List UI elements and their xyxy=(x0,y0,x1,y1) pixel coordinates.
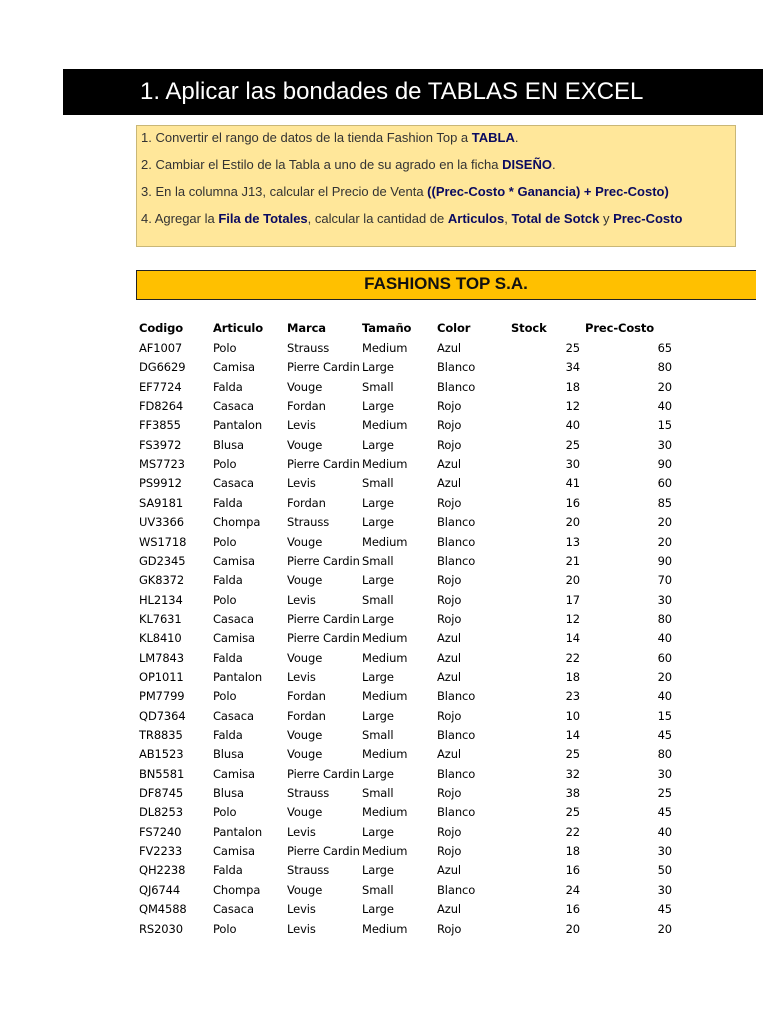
cell-stock: 32 xyxy=(565,766,580,781)
cell-stock: 18 xyxy=(565,669,580,684)
page-title: 1. Aplicar las bondades de TABLAS EN EXCEL xyxy=(140,78,644,105)
instruction-keyword: TABLA xyxy=(471,130,515,145)
cell-codigo: FF3855 xyxy=(139,418,181,433)
cell-tamano: Large xyxy=(362,360,394,375)
cell-color: Rojo xyxy=(437,399,462,414)
cell-codigo: AF1007 xyxy=(139,341,183,355)
cell-marca: Strauss xyxy=(287,341,330,355)
cell-tamano: Large xyxy=(362,495,394,510)
cell-codigo: TR8835 xyxy=(139,728,183,742)
cell-tamano: Medium xyxy=(362,418,408,433)
cell-articulo: Camisa xyxy=(213,766,255,781)
cell-stock: 20 xyxy=(565,515,580,530)
cell-marca: Strauss xyxy=(287,863,330,878)
cell-articulo: Casaca xyxy=(213,611,254,626)
cell-codigo: EF7724 xyxy=(139,379,182,394)
cell-stock: 10 xyxy=(565,708,580,723)
cell-articulo: Polo xyxy=(213,534,237,549)
cell-marca: Levis xyxy=(287,824,316,839)
cell-articulo: Falda xyxy=(213,650,243,665)
cell-color: Rojo xyxy=(437,495,462,510)
cell-codigo: PS9912 xyxy=(139,476,182,491)
instruction-keyword: Fila de Totales xyxy=(218,211,308,226)
cell-articulo: Blusa xyxy=(213,437,244,452)
cell-stock: 25 xyxy=(565,341,580,355)
cell-stock: 14 xyxy=(565,728,580,742)
cell-articulo: Casaca xyxy=(213,399,254,414)
cell-prec-costo: 15 xyxy=(657,418,672,433)
cell-prec-costo: 80 xyxy=(657,747,672,762)
cell-color: Blanco xyxy=(437,882,476,897)
cell-codigo: QJ6744 xyxy=(139,882,181,897)
cell-articulo: Polo xyxy=(213,341,237,355)
cell-prec-costo: 25 xyxy=(657,786,672,801)
cell-stock: 23 xyxy=(565,689,580,704)
cell-prec-costo: 60 xyxy=(657,476,672,491)
cell-prec-costo: 45 xyxy=(657,728,672,742)
cell-codigo: WS1718 xyxy=(139,534,187,549)
cell-prec-costo: 90 xyxy=(657,553,672,568)
cell-codigo: SA9181 xyxy=(139,495,184,510)
cell-codigo: QD7364 xyxy=(139,708,186,723)
cell-articulo: Pantalon xyxy=(213,824,263,839)
cell-articulo: Chompa xyxy=(213,882,261,897)
cell-stock: 16 xyxy=(565,863,580,878)
cell-tamano: Large xyxy=(362,437,394,452)
cell-tamano: Large xyxy=(362,515,394,530)
cell-tamano: Small xyxy=(362,786,394,801)
cell-stock: 20 xyxy=(565,921,580,936)
cell-prec-costo: 50 xyxy=(657,863,672,878)
cell-articulo: Pantalon xyxy=(213,669,263,684)
cell-tamano: Large xyxy=(362,399,394,414)
cell-prec-costo: 40 xyxy=(657,399,672,414)
cell-color: Blanco xyxy=(437,379,476,394)
cell-tamano: Large xyxy=(362,863,394,878)
instruction-line xyxy=(141,130,518,145)
cell-marca: Vouge xyxy=(287,728,323,742)
cell-color: Blanco xyxy=(437,553,476,568)
cell-codigo: FD8264 xyxy=(139,399,184,414)
cell-stock: 18 xyxy=(565,379,580,394)
cell-marca: Pierre Cardin xyxy=(287,631,360,646)
cell-prec-costo: 45 xyxy=(657,805,672,820)
cell-tamano: Small xyxy=(362,728,394,742)
cell-tamano: Medium xyxy=(362,805,408,820)
cell-color: Azul xyxy=(437,669,461,684)
cell-tamano: Large xyxy=(362,669,394,684)
cell-stock: 18 xyxy=(565,844,580,859)
cell-articulo: Camisa xyxy=(213,844,255,859)
instruction-keyword: Prec-Costo xyxy=(613,211,683,226)
cell-stock: 13 xyxy=(565,534,580,549)
cell-color: Blanco xyxy=(437,689,476,704)
cell-marca: Pierre Cardin xyxy=(287,844,360,859)
cell-articulo: Blusa xyxy=(213,786,244,801)
cell-marca: Vouge xyxy=(287,650,323,665)
cell-prec-costo: 20 xyxy=(657,515,672,530)
cell-tamano: Medium xyxy=(362,689,408,704)
cell-tamano: Small xyxy=(362,476,394,491)
cell-tamano: Large xyxy=(362,611,394,626)
header-prec-costo: Prec-Costo xyxy=(585,321,655,335)
cell-color: Rojo xyxy=(437,418,462,433)
cell-marca: Levis xyxy=(287,921,316,936)
cell-marca: Levis xyxy=(287,902,316,917)
cell-marca: Fordan xyxy=(287,399,326,414)
cell-tamano: Small xyxy=(362,553,394,568)
instruction-keyword: Total de Sotck xyxy=(511,211,600,226)
cell-color: Blanco xyxy=(437,766,476,781)
cell-color: Rojo xyxy=(437,573,462,588)
cell-color: Rojo xyxy=(437,611,462,626)
cell-prec-costo: 30 xyxy=(657,844,672,859)
cell-stock: 40 xyxy=(565,418,580,433)
cell-marca: Vouge xyxy=(287,534,323,549)
cell-tamano: Small xyxy=(362,882,394,897)
cell-marca: Pierre Cardin xyxy=(287,611,360,626)
cell-stock: 34 xyxy=(565,360,580,375)
cell-codigo: HL2134 xyxy=(139,592,183,607)
cell-color: Rojo xyxy=(437,437,462,452)
cell-articulo: Polo xyxy=(213,805,237,820)
cell-color: Rojo xyxy=(437,592,462,607)
cell-articulo: Falda xyxy=(213,495,243,510)
cell-marca: Vouge xyxy=(287,747,323,762)
cell-color: Rojo xyxy=(437,824,462,839)
cell-marca: Vouge xyxy=(287,437,323,452)
cell-stock: 25 xyxy=(565,437,580,452)
instruction-keyword: DISEÑO xyxy=(502,157,552,172)
cell-stock: 25 xyxy=(565,805,580,820)
cell-color: Azul xyxy=(437,863,461,878)
cell-color: Rojo xyxy=(437,921,462,936)
cell-codigo: QM4588 xyxy=(139,902,187,917)
cell-marca: Levis xyxy=(287,669,316,684)
cell-marca: Vouge xyxy=(287,573,323,588)
header-marca: Marca xyxy=(287,321,326,335)
cell-articulo: Casaca xyxy=(213,708,254,723)
cell-marca: Fordan xyxy=(287,495,326,510)
cell-tamano: Medium xyxy=(362,631,408,646)
cell-color: Azul xyxy=(437,747,461,762)
cell-codigo: PM7799 xyxy=(139,689,185,704)
cell-stock: 24 xyxy=(565,882,580,897)
cell-prec-costo: 20 xyxy=(657,669,672,684)
cell-marca: Vouge xyxy=(287,805,323,820)
cell-stock: 17 xyxy=(565,592,580,607)
cell-stock: 22 xyxy=(565,650,580,665)
cell-codigo: BN5581 xyxy=(139,766,185,781)
cell-codigo: AB1523 xyxy=(139,747,184,762)
cell-prec-costo: 70 xyxy=(657,573,672,588)
cell-articulo: Polo xyxy=(213,689,237,704)
cell-prec-costo: 85 xyxy=(657,495,672,510)
cell-stock: 21 xyxy=(565,553,580,568)
cell-marca: Fordan xyxy=(287,708,326,723)
cell-tamano: Medium xyxy=(362,844,408,859)
cell-marca: Fordan xyxy=(287,689,326,704)
cell-articulo: Falda xyxy=(213,573,243,588)
header-color: Color xyxy=(437,321,471,335)
instruction-line xyxy=(141,211,682,226)
cell-articulo: Polo xyxy=(213,457,237,472)
cell-tamano: Medium xyxy=(362,341,408,355)
instruction-text: 3. En la columna J13, calcular el Precio de Venta xyxy=(141,184,428,199)
instruction-text: . xyxy=(551,157,556,172)
cell-articulo: Casaca xyxy=(213,902,254,917)
cell-stock: 20 xyxy=(565,573,580,588)
header-tamano: Tamaño xyxy=(362,321,412,335)
cell-prec-costo: 15 xyxy=(657,708,672,723)
cell-color: Blanco xyxy=(437,360,476,375)
instruction-line xyxy=(141,184,669,199)
cell-stock: 30 xyxy=(565,457,580,472)
cell-color: Azul xyxy=(437,631,461,646)
instruction-keyword: Articulos xyxy=(447,211,505,226)
cell-codigo: DG6629 xyxy=(139,360,186,375)
header-codigo: Codigo xyxy=(139,321,184,335)
cell-marca: Pierre Cardin xyxy=(287,553,360,568)
cell-articulo: Falda xyxy=(213,379,243,394)
cell-codigo: GD2345 xyxy=(139,553,186,568)
cell-color: Blanco xyxy=(437,515,476,530)
instruction-text: y xyxy=(599,211,614,226)
cell-marca: Levis xyxy=(287,592,316,607)
instruction-text: 1. Convertir el rango de datos de la tienda Fashion Top a xyxy=(141,130,472,145)
cell-marca: Vouge xyxy=(287,882,323,897)
cell-prec-costo: 40 xyxy=(657,824,672,839)
cell-codigo: RS2030 xyxy=(139,921,183,936)
cell-tamano: Large xyxy=(362,708,394,723)
cell-codigo: FS7240 xyxy=(139,824,182,839)
cell-stock: 22 xyxy=(565,824,580,839)
cell-prec-costo: 45 xyxy=(657,902,672,917)
instruction-text: , calcular la cantidad de xyxy=(307,211,448,226)
cell-marca: Levis xyxy=(287,418,316,433)
cell-marca: Levis xyxy=(287,476,316,491)
cell-articulo: Pantalon xyxy=(213,418,263,433)
cell-stock: 12 xyxy=(565,399,580,414)
cell-marca: Pierre Cardin xyxy=(287,766,360,781)
cell-stock: 14 xyxy=(565,631,580,646)
instruction-text: 2. Cambiar el Estilo de la Tabla a uno de su agrado en la ficha xyxy=(141,157,503,172)
cell-codigo: MS7723 xyxy=(139,457,185,472)
cell-codigo: FV2233 xyxy=(139,844,183,859)
cell-prec-costo: 60 xyxy=(657,650,672,665)
cell-tamano: Large xyxy=(362,902,394,917)
cell-tamano: Small xyxy=(362,379,394,394)
instruction-line xyxy=(141,157,556,172)
cell-prec-costo: 20 xyxy=(657,379,672,394)
cell-articulo: Polo xyxy=(213,921,237,936)
cell-tamano: Medium xyxy=(362,921,408,936)
cell-articulo: Polo xyxy=(213,592,237,607)
cell-codigo: KL8410 xyxy=(139,631,182,646)
cell-stock: 25 xyxy=(565,747,580,762)
cell-codigo: QH2238 xyxy=(139,863,186,878)
cell-prec-costo: 30 xyxy=(657,592,672,607)
instruction-keyword: ((Prec-Costo * Ganancia) + Prec-Costo) xyxy=(427,184,669,199)
cell-marca: Pierre Cardin xyxy=(287,360,360,375)
cell-stock: 16 xyxy=(565,902,580,917)
header-articulo: Articulo xyxy=(213,321,264,335)
cell-codigo: FS3972 xyxy=(139,437,182,452)
cell-marca: Strauss xyxy=(287,515,330,530)
cell-marca: Pierre Cardin xyxy=(287,457,360,472)
cell-codigo: GK8372 xyxy=(139,573,185,588)
cell-codigo: LM7843 xyxy=(139,650,184,665)
cell-articulo: Camisa xyxy=(213,553,255,568)
cell-prec-costo: 20 xyxy=(657,534,672,549)
cell-codigo: UV3366 xyxy=(139,515,184,530)
cell-articulo: Falda xyxy=(213,728,243,742)
cell-prec-costo: 30 xyxy=(657,437,672,452)
cell-prec-costo: 30 xyxy=(657,766,672,781)
cell-prec-costo: 90 xyxy=(657,457,672,472)
cell-prec-costo: 30 xyxy=(657,882,672,897)
cell-prec-costo: 20 xyxy=(657,921,672,936)
cell-codigo: KL7631 xyxy=(139,611,182,626)
cell-prec-costo: 65 xyxy=(657,341,672,355)
cell-articulo: Camisa xyxy=(213,360,255,375)
cell-marca: Strauss xyxy=(287,786,330,801)
cell-codigo: DF8745 xyxy=(139,786,184,801)
cell-tamano: Medium xyxy=(362,534,408,549)
cell-color: Rojo xyxy=(437,708,462,723)
header-stock: Stock xyxy=(511,321,547,335)
cell-articulo: Chompa xyxy=(213,515,261,530)
cell-prec-costo: 40 xyxy=(657,689,672,704)
cell-marca: Vouge xyxy=(287,379,323,394)
company-banner-title: FASHIONS TOP S.A. xyxy=(364,274,528,293)
cell-color: Blanco xyxy=(437,805,476,820)
cell-tamano: Large xyxy=(362,573,394,588)
cell-tamano: Large xyxy=(362,766,394,781)
cell-articulo: Blusa xyxy=(213,747,244,762)
cell-color: Azul xyxy=(437,476,461,491)
cell-color: Azul xyxy=(437,650,461,665)
instruction-text: , xyxy=(504,211,512,226)
cell-color: Blanco xyxy=(437,534,476,549)
cell-color: Blanco xyxy=(437,728,476,742)
cell-prec-costo: 80 xyxy=(657,611,672,626)
cell-color: Azul xyxy=(437,902,461,917)
cell-tamano: Medium xyxy=(362,457,408,472)
cell-articulo: Falda xyxy=(213,863,243,878)
cell-prec-costo: 40 xyxy=(657,631,672,646)
cell-prec-costo: 80 xyxy=(657,360,672,375)
cell-tamano: Large xyxy=(362,824,394,839)
cell-codigo: DL8253 xyxy=(139,805,183,820)
cell-codigo: OP1011 xyxy=(139,669,184,684)
cell-color: Rojo xyxy=(437,786,462,801)
cell-articulo: Camisa xyxy=(213,631,255,646)
cell-tamano: Medium xyxy=(362,650,408,665)
cell-articulo: Casaca xyxy=(213,476,254,491)
instruction-text: 4. Agregar la xyxy=(141,211,219,226)
cell-stock: 38 xyxy=(565,786,580,801)
cell-stock: 16 xyxy=(565,495,580,510)
cell-stock: 41 xyxy=(565,476,580,491)
instruction-text: . xyxy=(514,130,519,145)
cell-color: Azul xyxy=(437,341,461,355)
cell-color: Rojo xyxy=(437,844,462,859)
cell-tamano: Small xyxy=(362,592,394,607)
cell-color: Azul xyxy=(437,457,461,472)
cell-tamano: Medium xyxy=(362,747,408,762)
cell-stock: 12 xyxy=(565,611,580,626)
